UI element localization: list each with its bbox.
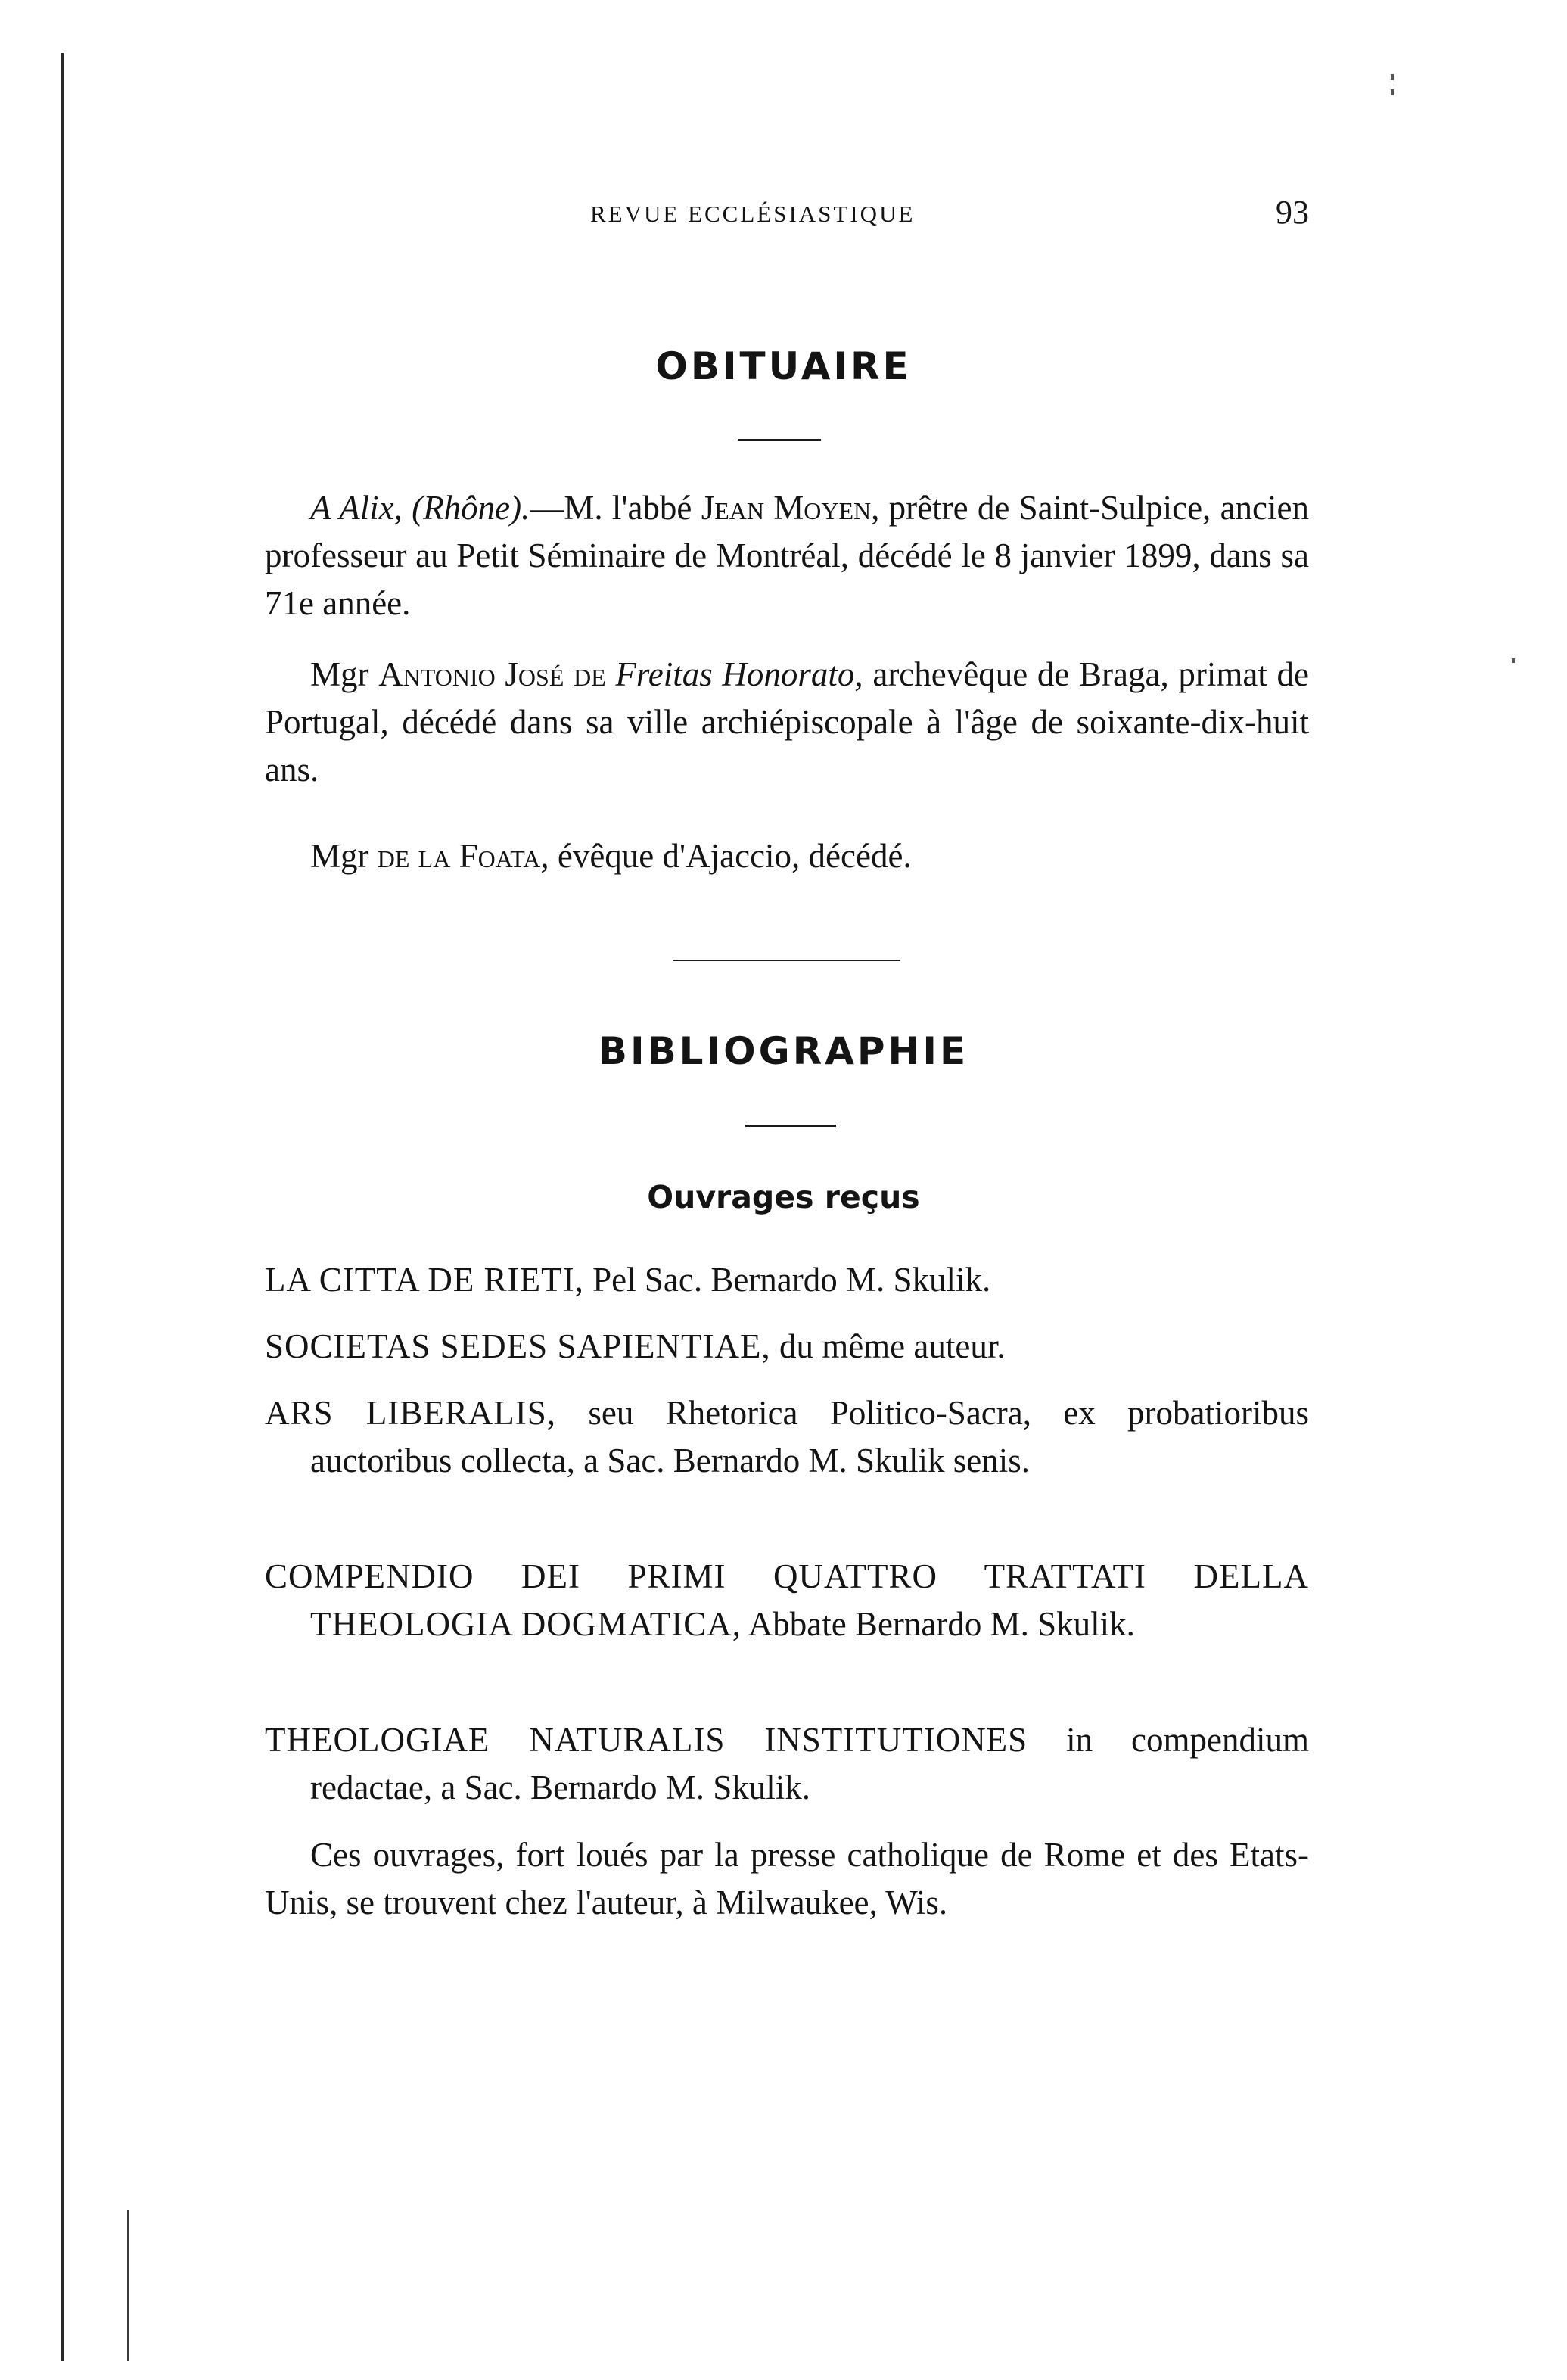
running-header [265,194,1309,238]
obituary-place: A Alix, (Rhône). [310,489,530,527]
bibliography-entry-title: THEOLOGIAE NATURALIS INSTITUTIONES [265,1721,1028,1759]
bibliography-closing-paragraph: Ces ouvrages, fort loués par la presse catholique de Rome et des Etats-Unis, se trouvent chez l'auteur, à Milwaukee, Wis. [265,1836,1309,1921]
bibliography-entry-text: du même auteur. [770,1327,1006,1365]
obituary-text: , évêque d'Ajaccio, décédé. [540,837,912,875]
section-rule [745,1125,836,1127]
bibliography-entry [265,1553,1309,1648]
obituary-dash: — [530,489,564,527]
bibliography-entry-text: in compendium redactae, a Sac. Bernardo M. Skulik. [310,1721,1309,1806]
section-rule [738,439,821,441]
bibliographie-title: BIBLIOGRAPHIE [598,1029,969,1073]
obituary-prefix: M. l'abbé [564,489,701,527]
obituary-entry [265,832,1309,880]
bibliography-entry [265,1323,1309,1370]
bibliography-entry [265,1389,1309,1485]
bibliography-entry-text: seu Rhetorica Politico-Sacra, ex probatioribus auctoribus collecta, a Sac. Bernardo M. Skulik senis. [310,1394,1309,1479]
obituary-prefix: Mgr [310,837,378,875]
bibliography-entry-text: Abbate Bernardo M. Skulik. [741,1605,1135,1643]
bibliography-entry [265,1716,1309,1812]
obituary-name-italic: Freitas Honorato, [605,655,863,693]
bibliography-entry [265,1256,1309,1304]
obituary-entry [265,484,1309,627]
obituary-name: Antonio José de [378,655,606,693]
obituaire-title: OBITUAIRE [655,344,912,388]
bibliography-entry-title: COMPENDIO DEI PRIMI QUATTRO TRATTATI DELLA THEOLOGIA DOGMATICA, [265,1557,1309,1643]
obituary-entry [265,651,1309,794]
margin-scan-line-lower [127,2210,129,2361]
bibliography-entry-title: SOCIETAS SEDES SAPIENTIAE, [265,1327,771,1365]
obituary-text: archevêque de Braga, primat de Portugal, décédé dans sa ville archiépiscopale à l'âge de soixante-dix-huit ans. [265,655,1310,789]
obituary-text: , prêtre de Saint-Sulpice, ancien professeur au Petit Séminaire de Montréal, décédé le 8 janvier 1899, dans sa 71e année. [265,489,1309,622]
separator-rule [673,960,900,961]
obituary-name: de la Foata [377,837,541,875]
bibliography-entry-title: LA CITTA DE RIETI, [265,1261,584,1299]
scan-speck [1391,89,1394,95]
scan-speck [1391,74,1394,80]
obituary-name: Jean Moyen [701,489,872,527]
bibliographie-subtitle: Ouvrages reçus [647,1179,920,1215]
scan-speck [1512,658,1515,663]
bibliography-entry-title: ARS LIBERALIS, [265,1394,557,1432]
obituary-prefix: Mgr [310,655,379,693]
bibliography-entry-text: Pel Sac. Bernardo M. Skulik. [583,1261,991,1299]
running-title: REVUE ECCLÉSIASTIQUE [590,201,916,227]
page-number: 93 [1276,194,1309,231]
